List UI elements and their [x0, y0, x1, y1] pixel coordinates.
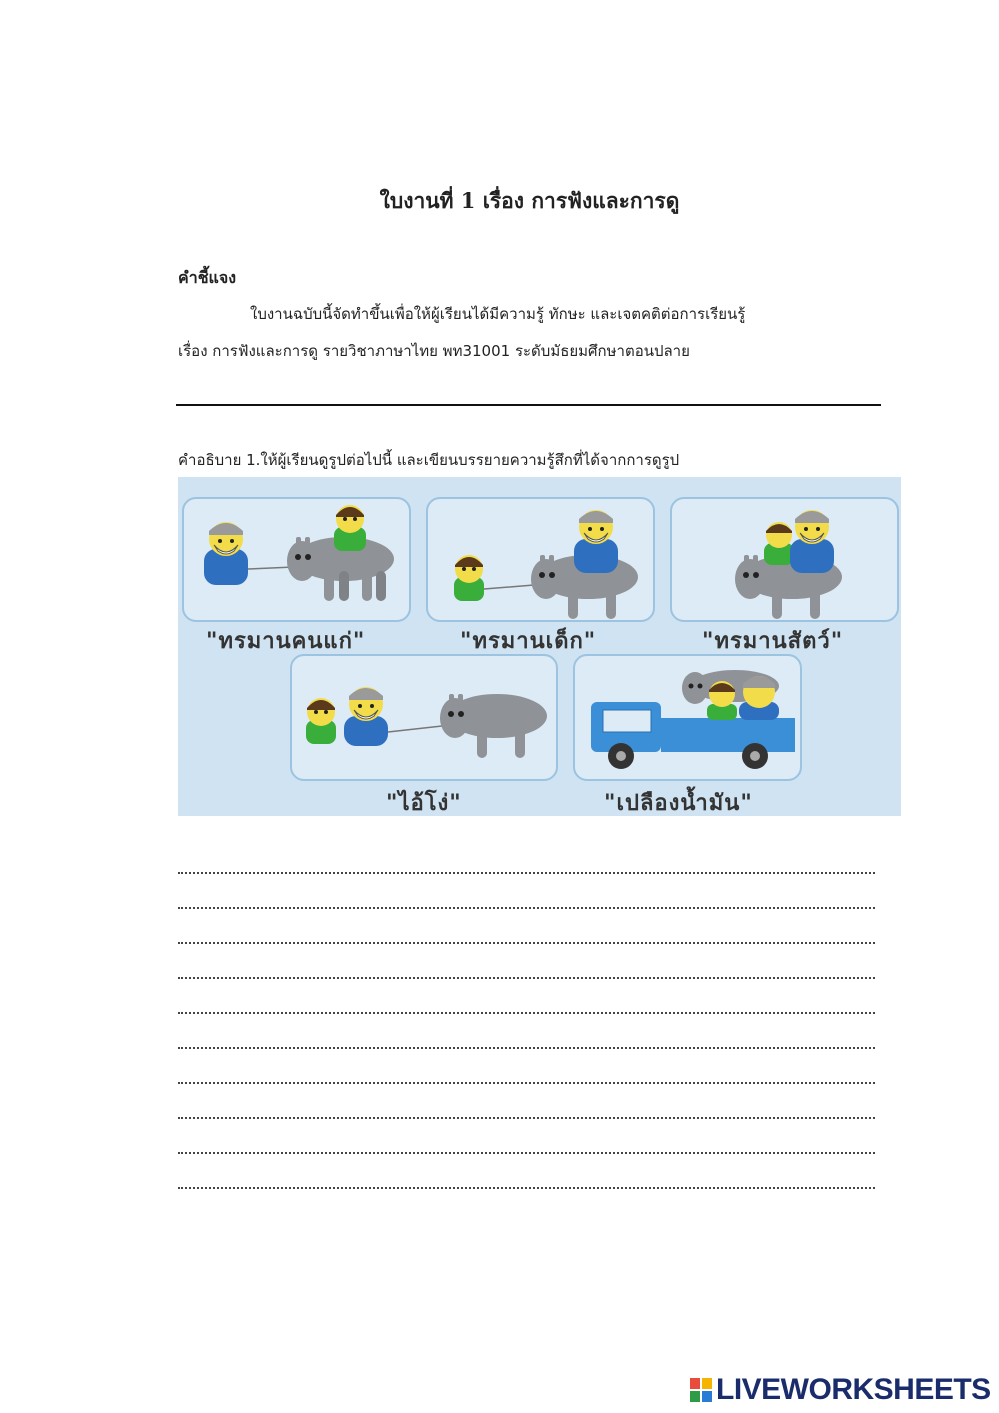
scene-old-man-tortured: [182, 497, 411, 622]
caption-fools: "ไอ้โง่": [386, 791, 462, 816]
logo-blocks-icon: [690, 1378, 712, 1402]
worksheet-title: ใบงานที่ 1 เรื่อง การฟังและการดู: [379, 188, 680, 213]
scene-child-tortured: [426, 497, 655, 622]
boy-figure: [334, 505, 366, 551]
caption-torture-animal: "ทรมานสัตว์": [702, 629, 844, 654]
instruction-text: คำอธิบาย 1.ให้ผู้เรียนดูรูปต่อไปนี้ และเขียนบรรยายความรู้สึกที่ได้จากการดูรูป: [178, 451, 680, 469]
answer-line[interactable]: [178, 862, 875, 874]
answer-line[interactable]: [178, 1119, 875, 1154]
answer-line[interactable]: [178, 1154, 875, 1189]
boy-figure: [454, 555, 484, 601]
scene-waste-fuel: [573, 654, 802, 781]
answer-line[interactable]: [178, 1014, 875, 1049]
scene-fools: [290, 654, 558, 781]
boy-figure: [764, 522, 794, 565]
answer-line[interactable]: [178, 1049, 875, 1084]
directions-text-line-1: ใบงานฉบับนี้จัดทำขึ้นเพื่อให้ผู้เรียนได้มีความรู้ ทักษะ และเจตคติต่อการเรียนรู้: [250, 305, 746, 323]
old-man-figure: [790, 510, 834, 573]
directions-heading: คำชี้แจง: [178, 268, 237, 287]
old-man-figure: [204, 522, 248, 585]
old-man-figure: [344, 687, 388, 746]
answer-line[interactable]: [178, 944, 875, 979]
scene-4-drawing: [292, 656, 560, 783]
scene-animal-tortured: [670, 497, 899, 622]
divider-rule: [176, 404, 881, 406]
caption-torture-old-man: "ทรมานคนแก่": [206, 629, 366, 654]
boy-figure: [707, 681, 737, 720]
scene-1-drawing: [184, 499, 413, 624]
scene-3-drawing: [672, 499, 901, 624]
illustration-panel: [178, 477, 901, 816]
boy-figure: [306, 698, 336, 744]
donkey-figure: [440, 694, 547, 758]
logo-text: LIVEWORKSHEETS: [716, 1373, 991, 1406]
scene-5-drawing: [575, 656, 804, 783]
directions-text-line-2: เรื่อง การฟังและการดู รายวิชาภาษาไทย พท31001 ระดับมัธยมศึกษาตอนปลาย: [178, 342, 690, 360]
liveworksheets-logo: [690, 1373, 991, 1407]
answer-line[interactable]: [178, 979, 875, 1014]
old-man-figure: [574, 510, 618, 573]
answer-line[interactable]: [178, 874, 875, 909]
answer-lines: [178, 862, 875, 1189]
answer-line[interactable]: [178, 909, 875, 944]
caption-waste-fuel: "เปลืองน้ำมัน": [604, 791, 753, 816]
answer-line[interactable]: [178, 1084, 875, 1119]
caption-torture-child: "ทรมานเด็ก": [460, 629, 597, 654]
old-man-figure: [739, 676, 779, 720]
scene-2-drawing: [428, 499, 657, 624]
